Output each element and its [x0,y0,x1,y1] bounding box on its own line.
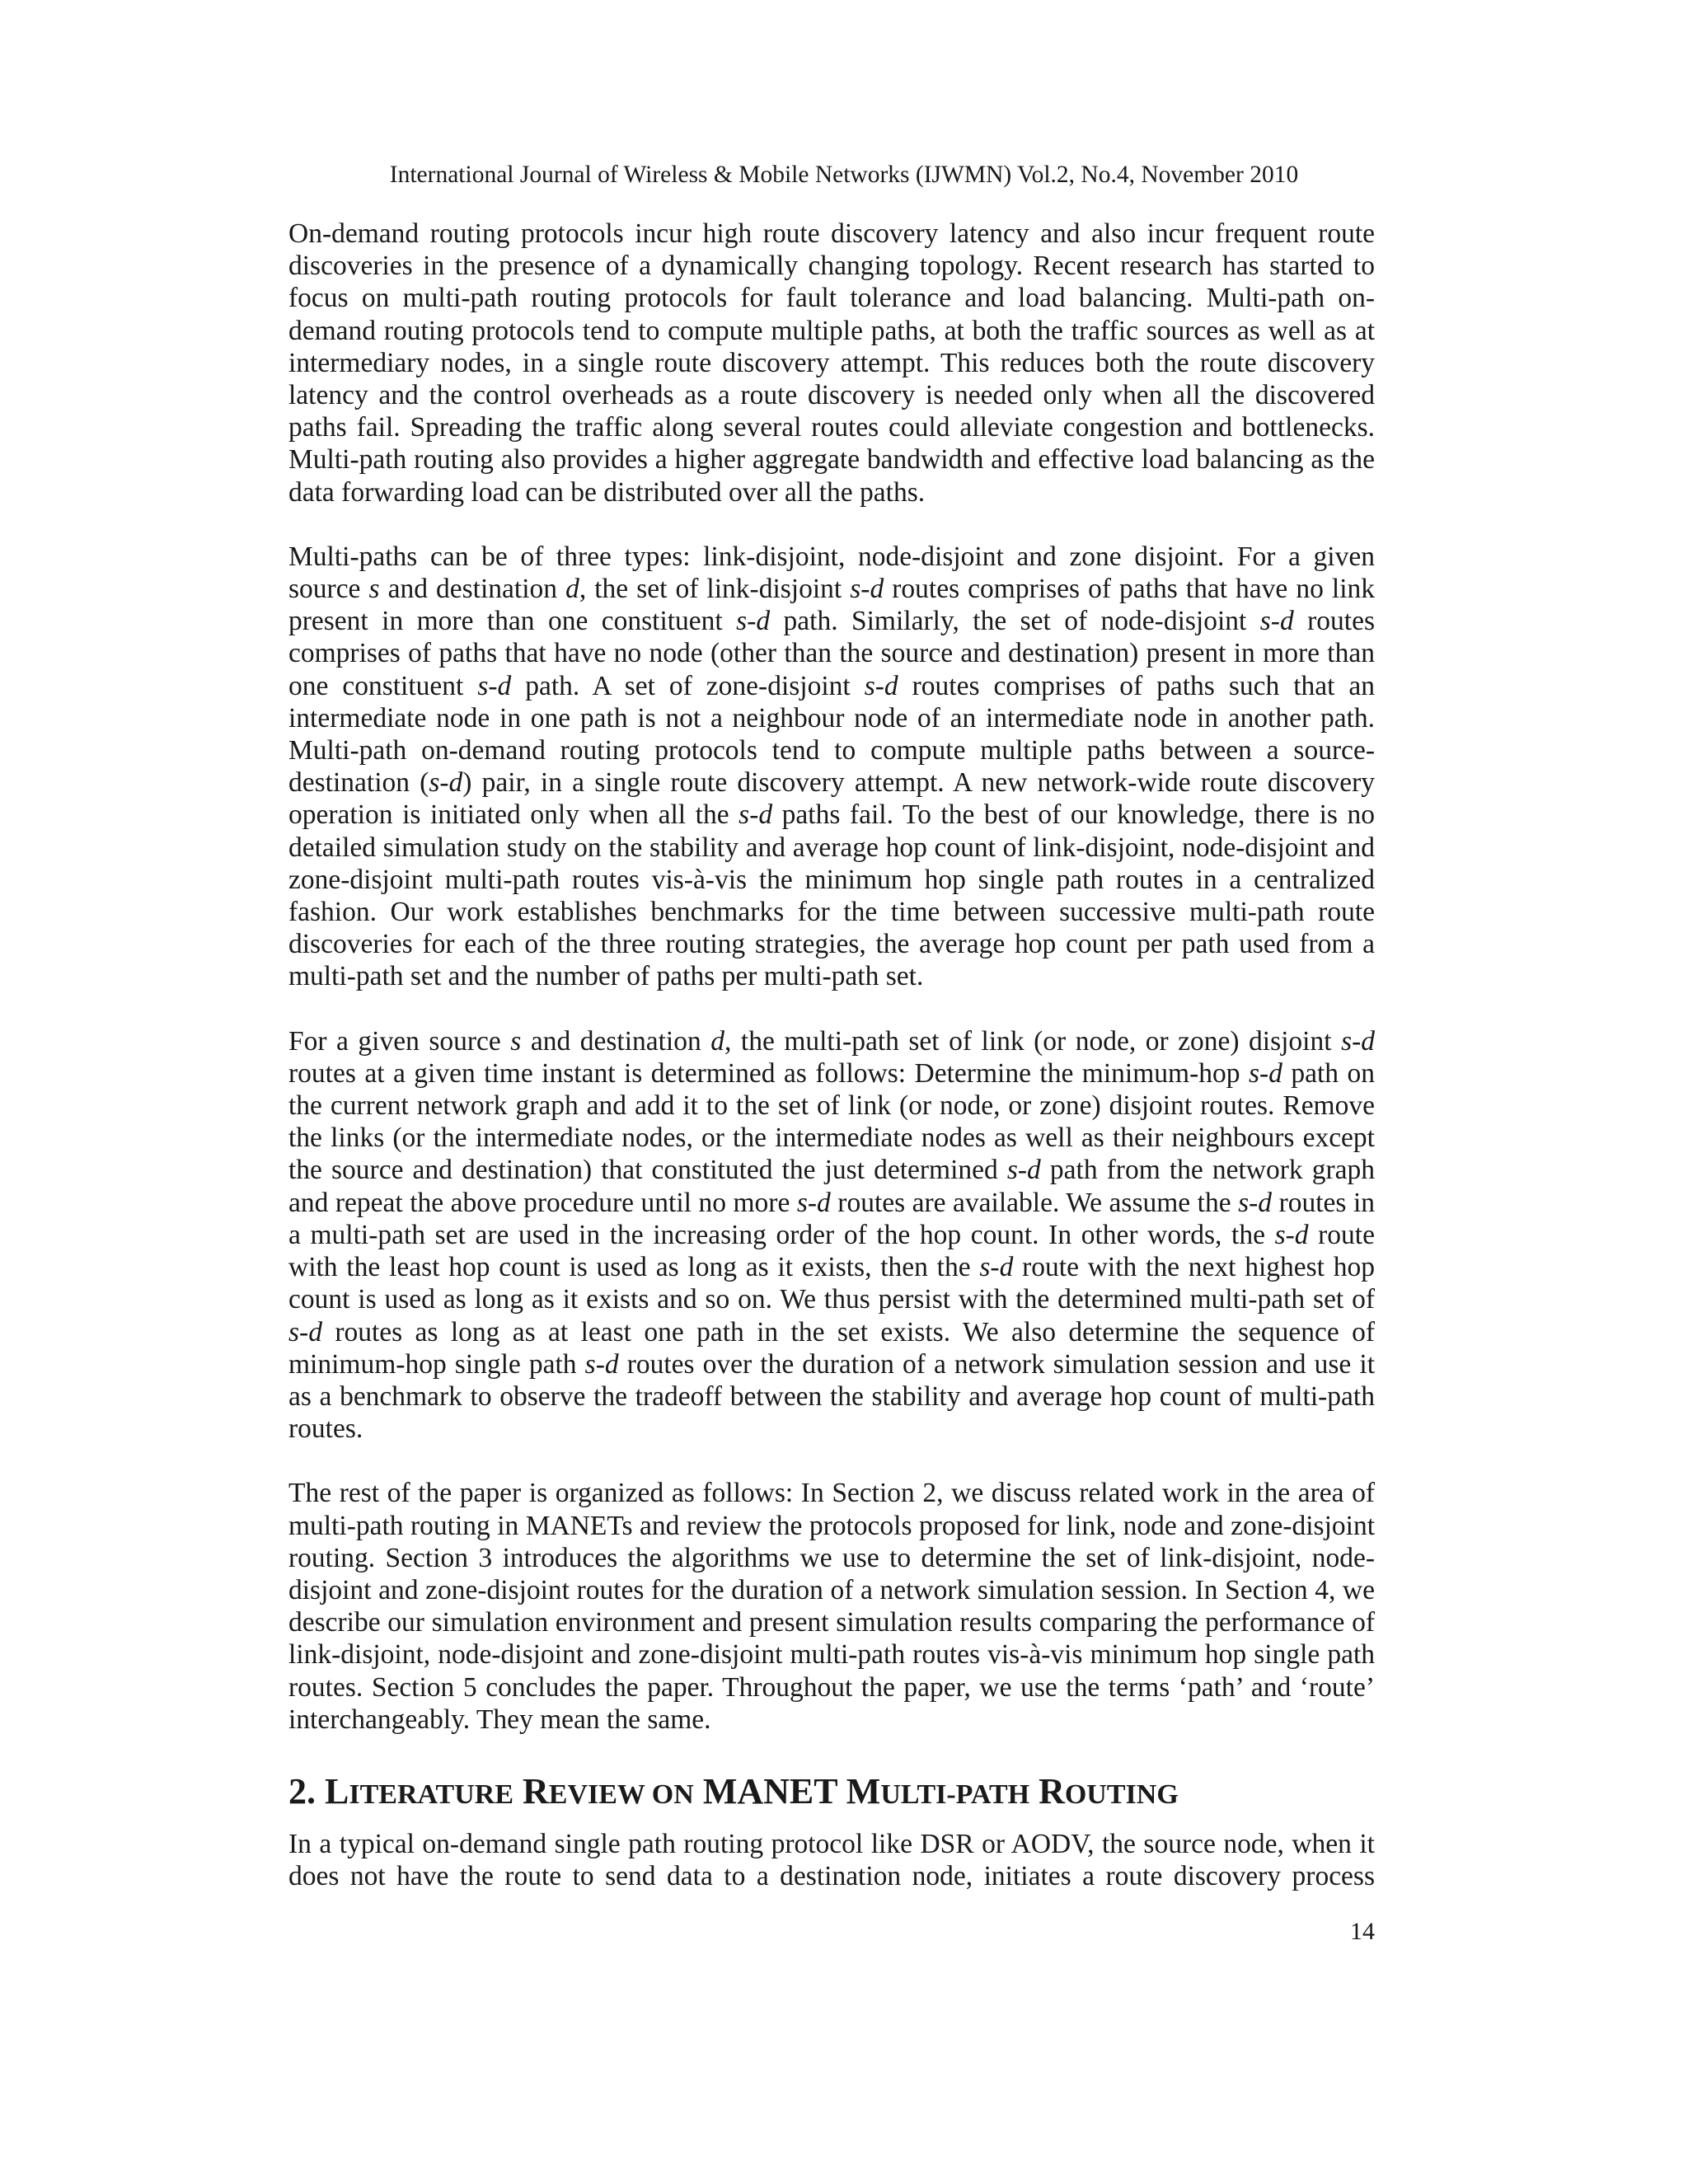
paragraph-intro-on-demand: On-demand routing protocols incur high route discovery latency and also incur frequent route discoveries in the presence of a dynamically changing topology. Recent research has started to focus on multi-path routing protocols for fault tolerance and load balancing. Multi-path on-demand routing protocols tend to compute multiple paths, at both the traffic sources as well as at intermediary nodes, in a single route discovery attempt. This reduces both the route discovery latency and the control overheads as a route discovery is needed only when all the discovered paths fail. Spreading the traffic along several routes could alleviate congestion and bottlenecks. Multi-path routing also provides a higher aggregate bandwidth and effective load balancing as the data forwarding load can be distributed over all the paths. [288,218,1375,508]
paragraph-section2-start: In a typical on-demand single path routing protocol like DSR or AODV, the source node, when it does not have the route to send data to a destination node, initiates a route discovery process [288,1828,1375,1892]
page-number: 14 [1350,1918,1375,1945]
section-heading-literature-review: 2. LITERATURE REVIEW ON MANET MULTI-PATH ROUTING [288,1770,1179,1811]
paragraph-multipath-types: Multi-paths can be of three types: link-disjoint, node-disjoint and zone disjoint. For a given source s and destination d, the set of link-disjoint s-d routes comprises of paths that have no link present in more than one constituent s-d path. Similarly, the set of node-disjoint s-d routes comprises of paths that have no node (other than the source and destination) present in more than one constituent s-d path. A set of zone-disjoint s-d routes comprises of paths such that an intermediate node in one path is not a neighbour node of an intermediate node in another path. Multi-path on-demand routing protocols tend to compute multiple paths between a source-destination (s-d) pair, in a single route discovery attempt. A new network-wide route discovery operation is initiated only when all the s-d paths fail. To the best of our knowledge, there is no detailed simulation study on the stability and average hop count of link-disjoint, node-disjoint and zone-disjoint multi-path routes vis-à-vis the minimum hop single path routes in a centralized fashion. Our work establishes benchmarks for the time between successive multi-path route discoveries for each of the three routing strategies, the average hop count per path used from a multi-path set and the number of paths per multi-path set. [288,541,1376,992]
paragraph-paper-organization: The rest of the paper is organized as follows: In Section 2, we discuss related work in the area of multi-path routing in MANETs and review the protocols proposed for link, node and zone-disjoint routing. Section 3 introduces the algorithms we use to determine the set of link-disjoint, node-disjoint and zone-disjoint routes for the duration of a network simulation session. In Section 4, we describe our simulation environment and present simulation results comparing the performance of link-disjoint, node-disjoint and zone-disjoint multi-path routes vis-à-vis minimum hop single path routes. Section 5 concludes the paper. Throughout the paper, we use the terms ‘path’ and ‘route’ interchangeably. They mean the same. [288,1478,1375,1735]
paragraph-multipath-set-determination: For a given source s and destination d, the multi-path set of link (or node, or zone) disjoint s-d routes at a given time instant is determined as follows: Determine the minimum-hop s-d path on the current network graph and add it to the set of link (or node, or zone) disjoint routes. Remove the links (or the intermediate nodes, or the intermediate nodes as well as their neighbours except the source and destination) that constituted the just determined s-d path from the network graph and repeat the above procedure until no more s-d routes are available. We assume the s-d routes in a multi-path set are used in the increasing order of the hop count. In other words, the s-d route with the least hop count is used as long as it exists, then the s-d route with the next highest hop count is used as long as it exists and so on. We thus persist with the determined multi-path set of s-d routes as long as at least one path in the set exists. We also determine the sequence of minimum-hop single path s-d routes over the duration of a network simulation session and use it as a benchmark to observe the tradeoff between the stability and average hop count of multi-path routes. [288,1025,1376,1445]
body-text [288,218,1375,1892]
running-header: International Journal of Wireless & Mobile Networks (IJWMN) Vol.2, No.4, November 2010 [389,162,1299,188]
